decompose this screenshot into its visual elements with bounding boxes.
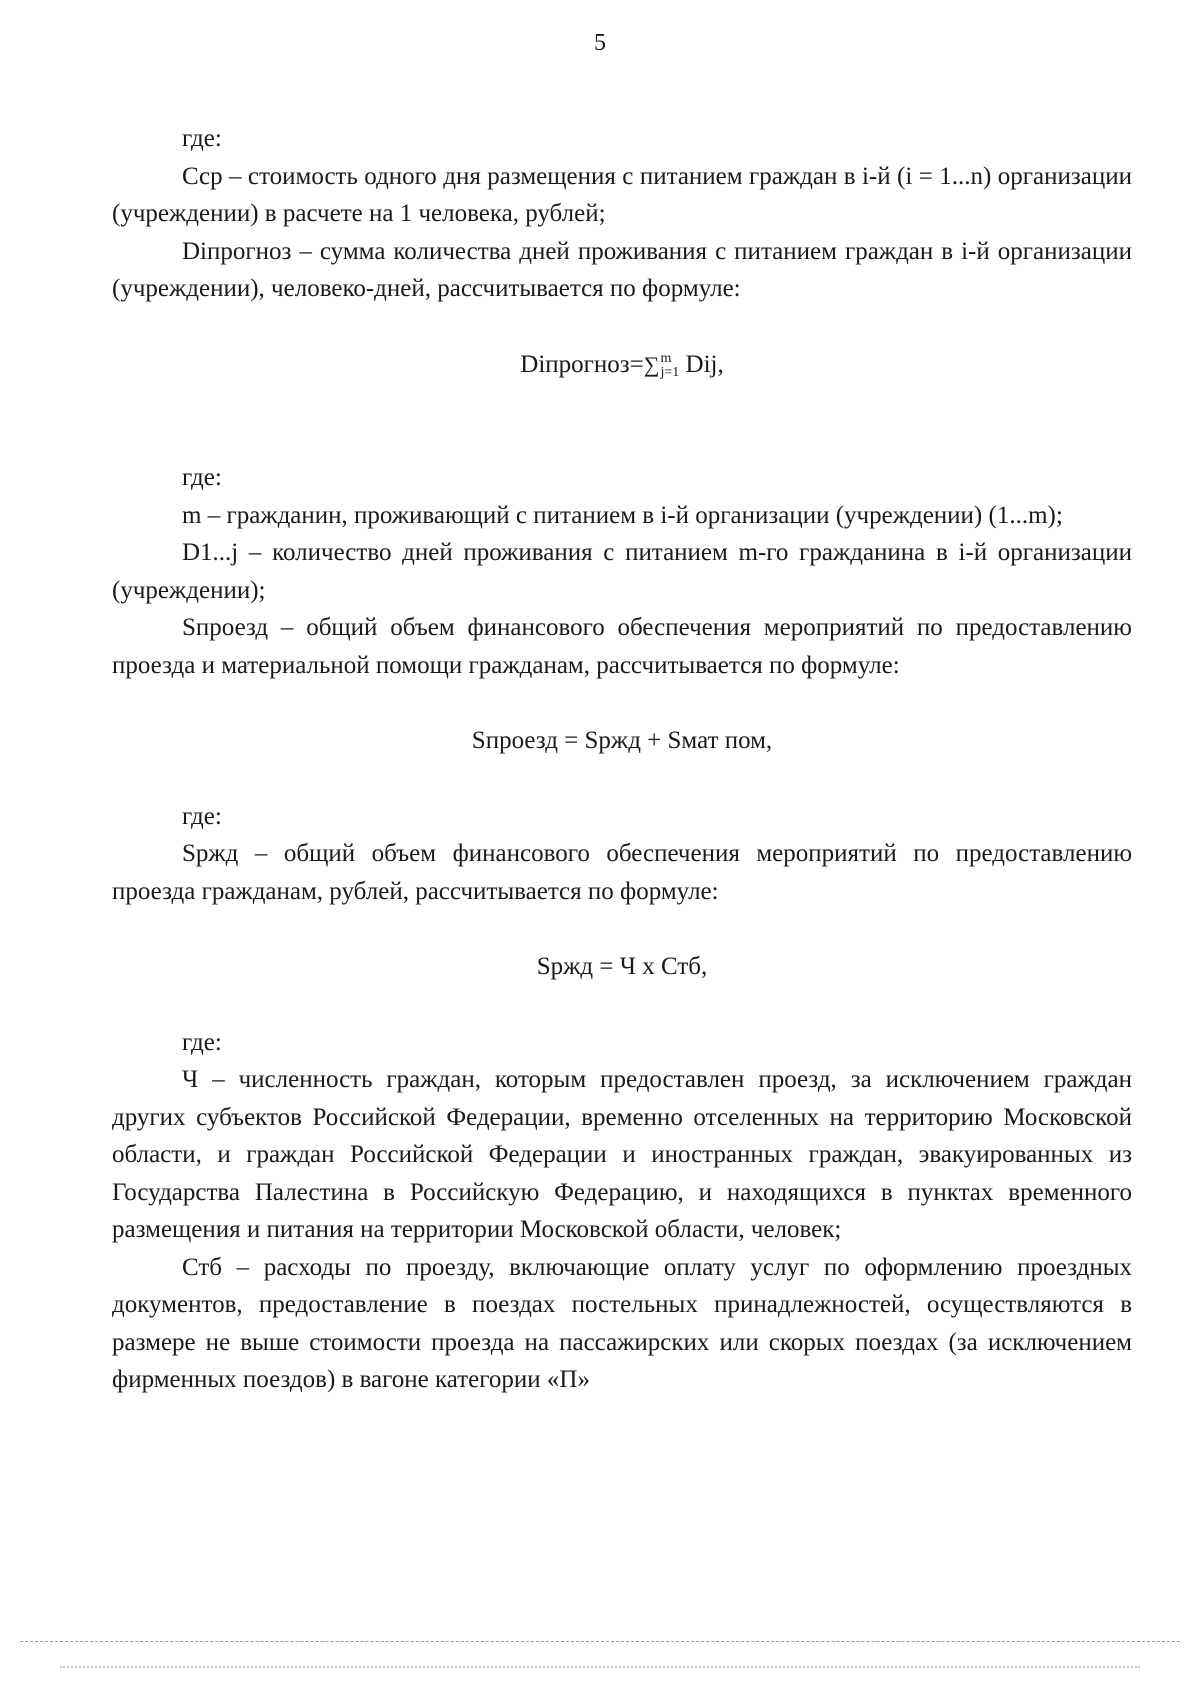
where-label: где: [182,464,222,491]
page-number: 5 [594,30,606,56]
paragraph-d1j-definition: D1...j – количество дней проживания с питанием m-го гражданина в i-й организации (учреждении); [112,539,1132,604]
formula-sproezd: Sпроезд = Sржд + Sмат пом, [471,727,773,754]
scan-edge-line [20,1641,1180,1642]
sum-lower-limit: j=1 [660,365,680,381]
paragraph-ch-definition: Ч – численность граждан, которым предоставлен проезд, за исключением граждан других субъектов Российской Федерации, временно отселенных на территорию Московской области, и граждан Российской Федерации и иностранных граждан, эвакуированных из Государства Палестина в Российскую Федерацию, и находящихся в пунктах временного размещения и питания на территории Московской области, человек; [112,1066,1132,1243]
spacer [112,986,1132,1024]
spacer [112,760,1132,798]
where-label: где: [182,1028,222,1056]
sum-sign: ∑ [643,352,660,378]
paragraph-ccp-definition: Сср – стоимость одного дня размещения с питанием граждан в i-й (i = 1...n) организации (учреждении) в расчете на 1 человека, рублей; [112,162,1132,227]
sum-upper-limit: m [660,351,672,367]
where-label: где: [182,125,222,152]
formula-rhs: Dij, [679,350,724,378]
spacer [112,910,1132,948]
sum-limits [660,352,679,380]
paragraph-stb-definition: Стб – расходы по проезду, включающие оплату услуг по оформлению проездных документов, предоставление в поездах постельных принадлежностей, осуществляются в размере не выше стоимости проезда на пассажирских или скорых поездах (за исключением фирменных поездов) в вагоне категории «П» [112,1253,1132,1393]
formula-srzhd: Sржд = Ч х Стб, [536,953,708,980]
spacer [112,383,1132,421]
scan-edge-noise [60,1666,1140,1671]
paragraph-m-definition: m – гражданин, проживающий с питанием в i-й организации (учреждении) (1...m); [182,501,1063,529]
where-label: где: [182,802,222,830]
document-body [112,120,1132,1399]
paragraph-sproezd-definition: Sпроезд – общий объем финансового обеспечения мероприятий по предоставлению проезда и материальной помощи гражданам, рассчитывается по формуле: [112,614,1132,679]
spacer [112,308,1132,346]
spacer [112,421,1132,459]
spacer [112,684,1132,722]
paragraph-srzhd-definition: Sржд – общий объем финансового обеспечения мероприятий по предоставлению проезда гражданам, рублей, рассчитывается по формуле: [112,840,1132,905]
formula-di-prognoz [112,346,1132,384]
summation [644,351,679,380]
formula-lhs: Diпрогноз= [520,350,644,378]
paragraph-di-definition: Diпрогноз – сумма количества дней проживания с питанием граждан в i-й организации (учреждении), человеко-дней, рассчитывается по формуле: [112,237,1132,302]
